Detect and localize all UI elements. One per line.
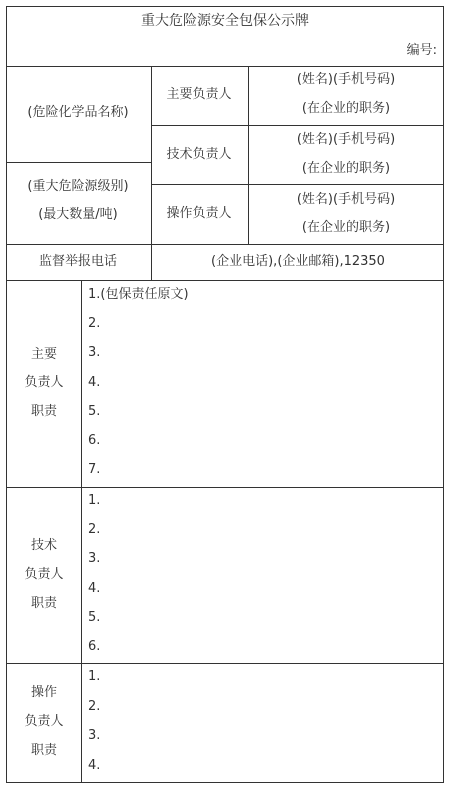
duty-op-label-1: 操作	[30, 685, 58, 700]
duty-main-item: 7.	[88, 462, 101, 477]
duty-main-item: 3.	[88, 345, 101, 360]
duty-main-item: 1.(包保责任原文)	[88, 287, 189, 302]
rule-col-role	[248, 66, 249, 244]
person-main-position: (在企业的职务)	[301, 101, 391, 116]
rule-person2-bottom	[151, 184, 444, 185]
duty-main-label-1: 主要	[30, 347, 58, 362]
duty-tech-item: 3.	[88, 551, 101, 566]
duty-tech-label-1: 技术	[30, 538, 58, 553]
duty-tech-item: 5.	[88, 610, 101, 625]
duty-main-item: 2.	[88, 316, 101, 331]
rule-duty2-bottom	[6, 663, 444, 664]
person-tech-position: (在企业的职务)	[301, 161, 391, 176]
hotline-label: 监督举报电话	[38, 254, 118, 269]
duty-tech-item: 2.	[88, 522, 101, 537]
person-op-position: (在企业的职务)	[301, 220, 391, 235]
rule-duty1-bottom	[6, 487, 444, 488]
rule-title-bottom	[6, 66, 444, 67]
duty-tech-item: 4.	[88, 581, 101, 596]
duty-tech-label-3: 职责	[30, 596, 58, 611]
rule-col-duty	[81, 280, 82, 783]
board-frame	[6, 6, 444, 783]
hotline-value: (企业电话),(企业邮箱),12350	[211, 254, 385, 269]
role-main: 主要负责人	[166, 87, 232, 102]
page-title: 重大危险源安全包保公示牌	[141, 13, 309, 29]
duty-op-label-3: 职责	[30, 743, 58, 758]
role-op: 操作负责人	[166, 206, 232, 221]
duty-op-item: 1.	[88, 669, 101, 684]
duty-op-item: 2.	[88, 699, 101, 714]
person-op-contact: (姓名)(手机号码)	[296, 192, 396, 207]
duty-main-label-2: 负责人	[24, 375, 64, 390]
duty-tech-item: 6.	[88, 639, 101, 654]
person-tech-contact: (姓名)(手机号码)	[296, 132, 396, 147]
hazard-name: (危险化学品名称)	[27, 105, 129, 120]
duty-tech-label-2: 负责人	[24, 567, 64, 582]
duty-main-item: 4.	[88, 375, 101, 390]
rule-hotline-bottom	[6, 280, 444, 281]
number-label: 编号:	[406, 43, 437, 58]
duty-op-item: 3.	[88, 728, 101, 743]
rule-info-bottom	[6, 244, 444, 245]
duty-op-item: 4.	[88, 758, 101, 773]
role-tech: 技术负责人	[166, 147, 232, 162]
rule-person1-bottom	[151, 125, 444, 126]
duty-tech-item: 1.	[88, 493, 101, 508]
duty-main-label-3: 职责	[30, 404, 58, 419]
person-main-contact: (姓名)(手机号码)	[296, 72, 396, 87]
duty-op-label-2: 负责人	[24, 714, 64, 729]
duty-main-item: 5.	[88, 404, 101, 419]
rule-col-hazard	[151, 66, 152, 280]
hazard-max-qty: (最大数量/吨)	[38, 207, 118, 222]
duty-main-item: 6.	[88, 433, 101, 448]
hazard-level: (重大危险源级别)	[27, 179, 129, 194]
rule-hazard-split	[6, 162, 151, 163]
